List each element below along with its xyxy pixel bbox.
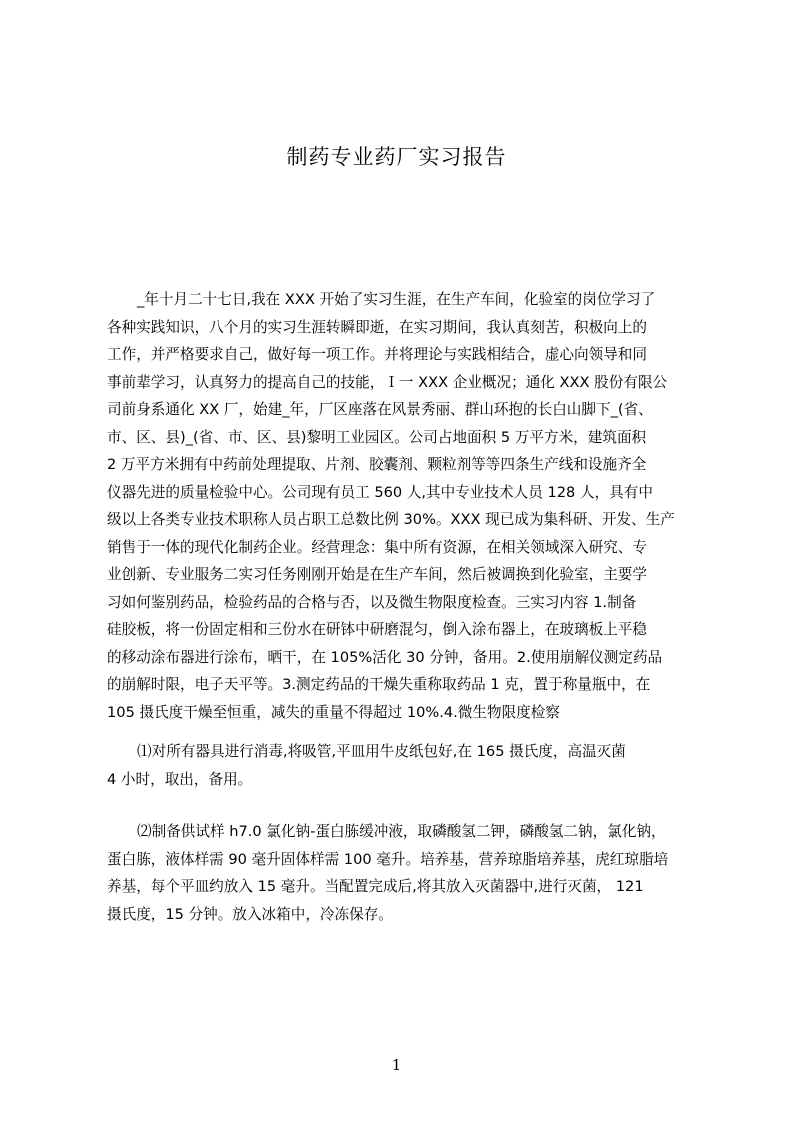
page-number: 1	[391, 1056, 402, 1074]
paragraph-line: ⑴对所有器具进行消毒,将吸管,平皿用牛皮纸包好,在 165 摄氏度，高温灭菌	[137, 743, 626, 760]
paragraph-line: 市、区、县)_(省、市、区、县)黎明工业园区。公司占地面积 5 万平方米，建筑面积	[107, 428, 647, 446]
paragraph-line: 的崩解时限，电子天平等。3.测定药品的干燥失重称取药品 1 克，置于称量瓶中，在	[107, 676, 651, 693]
paragraph-line: 工作，并严格要求自己，做好每一项工作。并将理论与实践相结合，虚心向领导和同	[107, 346, 647, 363]
document-title: 制药专业药厂实习报告	[286, 145, 507, 169]
paragraph-line: 4 小时，取出，备用。	[107, 770, 253, 788]
step-1-paragraph	[107, 738, 703, 793]
paragraph-line: 各种实践知识，八个月的实习生涯转瞬即逝，在实习期间，我认真刻苦，积极向上的	[107, 318, 647, 336]
main-paragraph	[107, 286, 703, 726]
paragraph-line: 习如何鉴别药品，检验药品的合格与否，以及微生物限度检查。三实习内容 1.制备	[107, 593, 637, 611]
step-2-paragraph	[107, 818, 703, 928]
paragraph-line: 事前辈学习，认真努力的提高自己的技能，Ｉ一 XXX 企业概况；通化 XXX 股份有限公	[107, 373, 668, 391]
paragraph-line: 级以上各类专业技术职称人员占职工总数比例 30%。XXX 现已成为集科研、开发、生产	[107, 511, 675, 528]
paragraph-line: 2 万平方米拥有中药前处理提取、片剂、胶囊剂、颗粒剂等等四条生产线和设施齐全	[107, 456, 647, 473]
paragraph-line: 销售于一体的现代化制药企业。经营理念：集中所有资源，在相关领域深入研究、专	[107, 538, 647, 556]
paragraph-line: 仪器先进的质量检验中心。公司现有员工 560 人,其中专业技术人员 128 人，具有中	[107, 483, 653, 501]
paragraph-line: 的移动涂布器进行涂布，晒干，在 105%活化 30 分钟，备用。2.使用崩解仪测定药品	[107, 648, 663, 666]
paragraph-line: ⑵制备供试样 h7.0 氯化钠-蛋白胨缓冲液，取磷酸氢二钾，磷酸氢二钠，氯化钠，	[137, 823, 666, 840]
paragraph-line: 105 摄氏度干燥至恒重，减失的重量不得超过 10%.4.微生物限度检察	[107, 703, 560, 721]
paragraph-line: _年十月二十七日,我在 XXX 开始了实习生涯，在生产车间，化验室的岗位学习了	[137, 291, 656, 308]
paragraph-line: 司前身系通化 XX 厂，始建_年，厂区座落在风景秀丽、群山环抱的长白山脚下_(省、	[107, 401, 653, 418]
paragraph-line: 蛋白胨，液体样需 90 毫升固体样需 100 毫升。培养基，营养琼脂培养基，虎红琼脂培	[107, 850, 669, 868]
paragraph-line: 业创新、专业服务二实习任务刚刚开始是在生产车间，然后被调换到化验室，主要学	[107, 566, 647, 583]
paragraph-line: 养基，每个平皿约放入 15 毫升。当配置完成后,将其放入灭菌器中,进行灭菌， 121	[107, 878, 644, 895]
paragraph-line: 摄氏度，15 分钟。放入冰箱中，冷冻保存。	[107, 905, 393, 923]
paragraph-line: 硅胶板，将一份固定相和三份水在研钵中研磨混匀，倒入涂布器上，在玻璃板上平稳	[107, 621, 647, 638]
